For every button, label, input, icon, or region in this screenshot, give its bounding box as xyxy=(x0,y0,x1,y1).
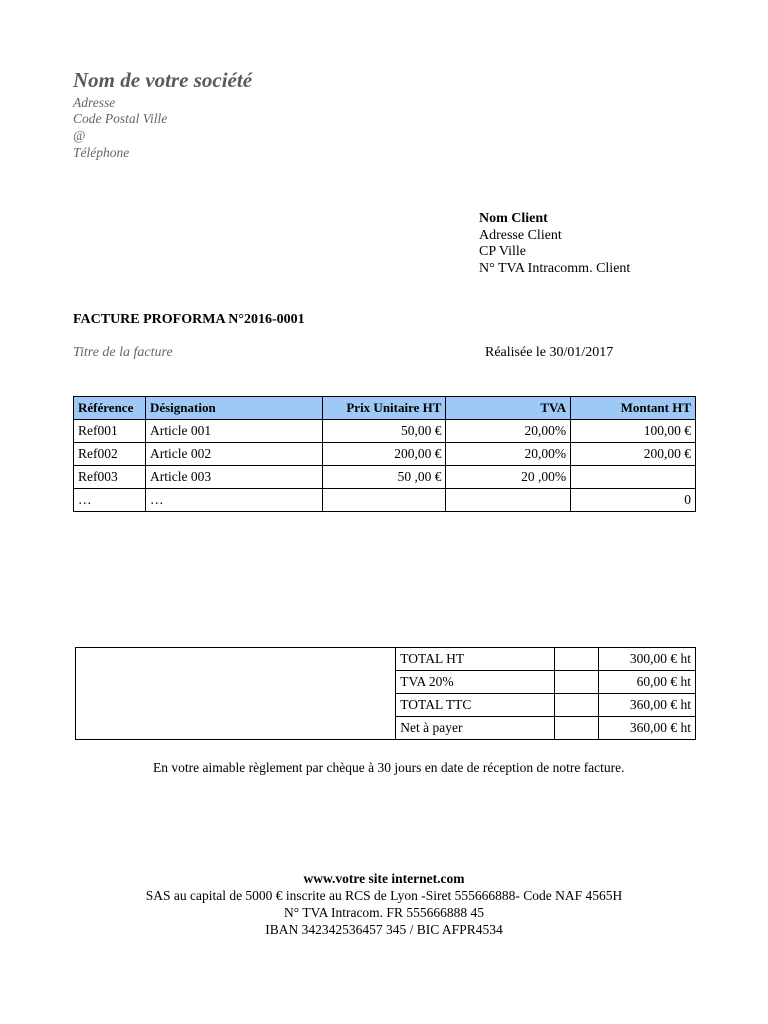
cell-amount: 200,00 € xyxy=(571,443,696,466)
totals-blank-area xyxy=(76,648,396,740)
cell-unit-price: 50,00 € xyxy=(322,420,446,443)
cell-amount xyxy=(571,466,696,489)
company-phone: Téléphone xyxy=(73,145,130,160)
cell-designation: Article 002 xyxy=(145,443,322,466)
cell-vat: 20,00% xyxy=(446,420,571,443)
client-address: Adresse Client xyxy=(479,227,562,243)
cell-vat: 20,00% xyxy=(446,443,571,466)
company-address: Adresse xyxy=(73,95,116,110)
total-vat-label: TVA 20% xyxy=(396,671,555,694)
cell-unit-price: 200,00 € xyxy=(322,443,446,466)
cell-reference: Ref003 xyxy=(74,466,146,489)
cell-designation: Article 003 xyxy=(145,466,322,489)
header-reference: Référence xyxy=(74,397,146,420)
totals-spacer xyxy=(555,648,599,671)
cell-amount: 0 xyxy=(571,489,696,512)
company-postal-city: Code Postal Ville xyxy=(73,111,168,126)
cell-reference: Ref002 xyxy=(74,443,146,466)
invoice-date: Réalisée le 30/01/2017 xyxy=(485,345,614,360)
company-name: Nom de votre société xyxy=(73,68,253,92)
cell-designation: … xyxy=(145,489,322,512)
cell-unit-price xyxy=(322,489,446,512)
total-vat-value: 60,00 € ht xyxy=(599,671,696,694)
totals-spacer xyxy=(555,694,599,717)
cell-unit-price: 50 ,00 € xyxy=(322,466,446,489)
header-designation: Désignation xyxy=(145,397,322,420)
total-ttc-value: 360,00 € ht xyxy=(599,694,696,717)
header-amount: Montant HT xyxy=(571,397,696,420)
footer-bank: IBAN 342342536457 345 / BIC AFPR4534 xyxy=(265,922,503,937)
client-postal-city: CP Ville xyxy=(479,244,527,259)
total-ht-label: TOTAL HT xyxy=(396,648,555,671)
footer-legal: SAS au capital de 5000 € inscrite au RCS de Lyon -Siret 555666888- Code NAF 4565H xyxy=(145,888,623,903)
table-row xyxy=(74,443,696,466)
client-block xyxy=(479,211,630,277)
cell-reference: … xyxy=(74,489,146,512)
items-table xyxy=(73,396,696,512)
totals-row xyxy=(76,648,696,671)
header-vat: TVA xyxy=(446,397,571,420)
total-ttc-label: TOTAL TTC xyxy=(396,694,555,717)
client-name: Nom Client xyxy=(479,211,548,226)
cell-vat: 20 ,00% xyxy=(446,466,571,489)
invoice-number: FACTURE PROFORMA N°2016-0001 xyxy=(73,312,305,327)
cell-reference: Ref001 xyxy=(74,420,146,443)
invoice-title: Titre de la facture xyxy=(73,345,173,360)
footer-website: www.votre site internet.com xyxy=(303,871,465,886)
client-vat: N° TVA Intracomm. Client xyxy=(479,260,631,276)
cell-amount: 100,00 € xyxy=(571,420,696,443)
cell-vat xyxy=(446,489,571,512)
footer-vat: N° TVA Intracom. FR 555666888 45 xyxy=(284,905,484,920)
totals-spacer xyxy=(555,671,599,694)
total-ht-value: 300,00 € ht xyxy=(599,648,696,671)
table-row xyxy=(74,420,696,443)
header-unit-price: Prix Unitaire HT xyxy=(322,397,446,420)
table-row xyxy=(74,489,696,512)
payment-terms: En votre aimable règlement par chèque à 30 jours en date de réception de notre facture. xyxy=(153,760,625,775)
company-email: @ xyxy=(73,128,86,143)
totals-table xyxy=(75,647,696,740)
items-header-row xyxy=(74,397,696,420)
table-row xyxy=(74,466,696,489)
cell-designation: Article 001 xyxy=(145,420,322,443)
net-to-pay-label: Net à payer xyxy=(396,717,555,740)
totals-spacer xyxy=(555,717,599,740)
net-to-pay-value: 360,00 € ht xyxy=(599,717,696,740)
